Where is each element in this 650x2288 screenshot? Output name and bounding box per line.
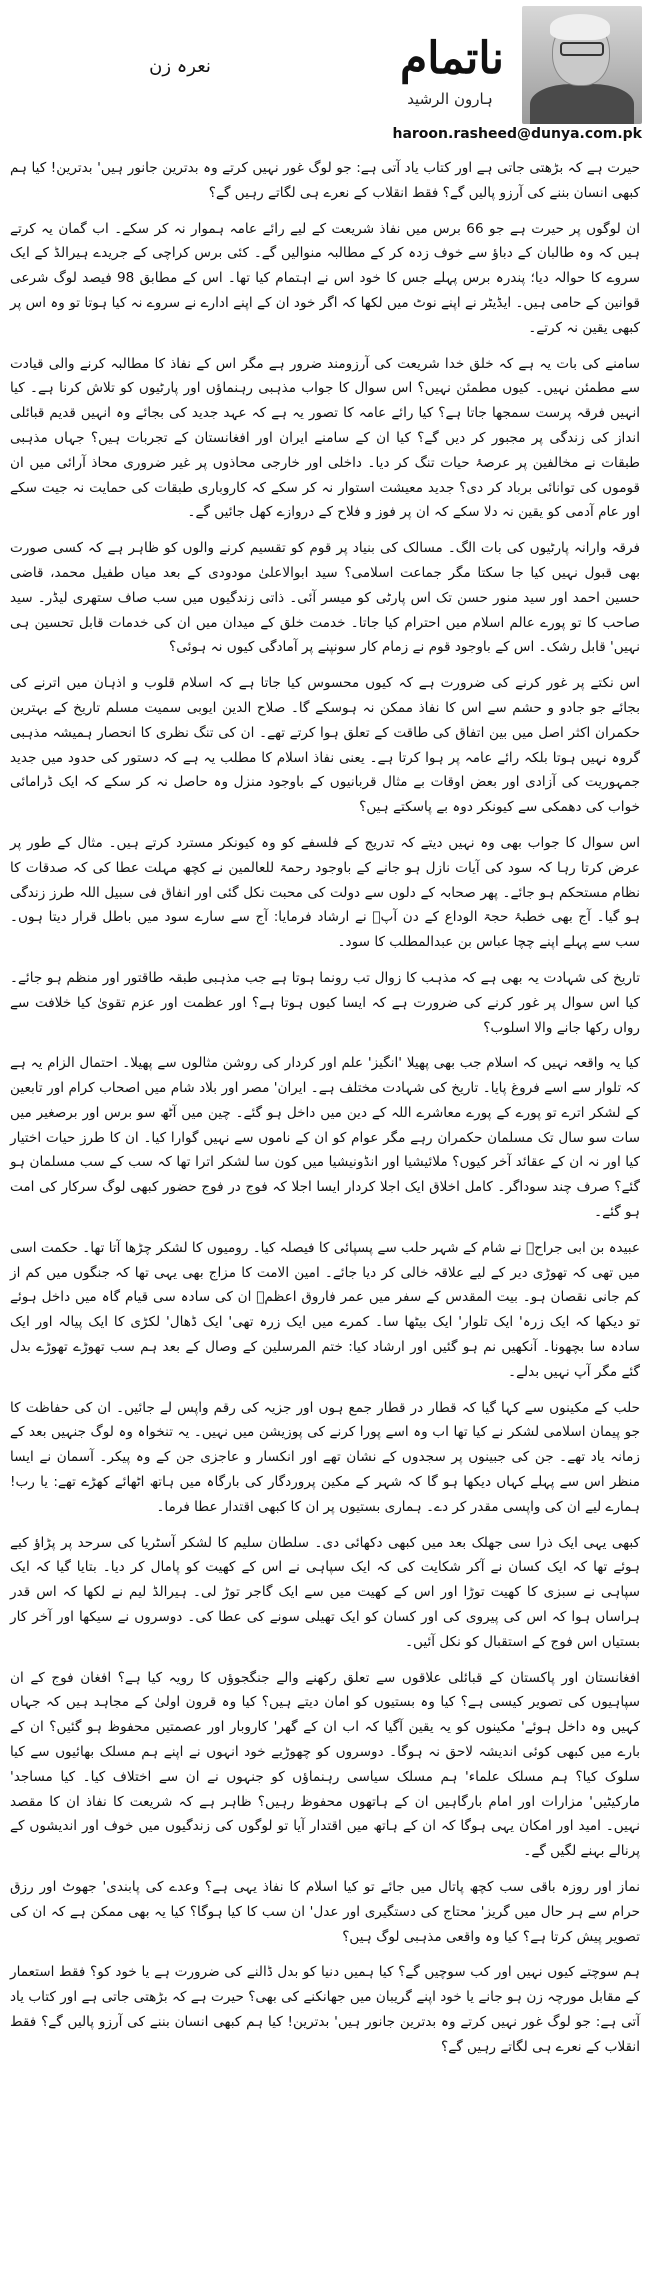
article-headline: نعرہ زن	[149, 56, 211, 77]
paragraph: سامنے کی بات یہ ہے کہ خلق خدا شریعت کی آرزومند ضرور ہے مگر اس کے نفاذ کا مطالبہ کرنے والی قیادت سے مطمئن نہیں۔ کیوں مطمئن نہیں؟ اس سوال کا جواب مذہبی رہنماؤں اور پارٹیوں کو تلاش کرنا ہے۔ کیا انہیں فرقہ پرست سمجھا جاتا ہے؟ کیا رائے عامہ کا تصور یہ ہے کہ عہد جدید کی بجائے وہ انہیں قدیم قبائلی انداز کی زندگی پر مجبور کر دیں گے؟ کیا ان کے سامنے ایران اور افغانستان کے تجربات ہیں؟ جہاں مذہبی طبقات نے مخالفین پر عرصۂ حیات تنگ کر دیا۔ داخلی اور خارجی محاذوں پر غیر ضروری محاذ آرائی میں ان قوموں کی توانائی برباد کر دی؟ جدید معیشت استوار نہ کر سکے کہ کاروباری طبقات کی حمایت نہ جیت سکے اور عام آدمی کو یقین نہ دلا سکے کہ ان پر فوز و فلاح کے دروازے کھل جائیں گے۔	[10, 355, 640, 521]
article-body	[10, 156, 640, 2071]
paragraph: ان لوگوں پر حیرت ہے جو 66 برس میں نفاذ شریعت کے لیے رائے عامہ ہموار نہ کر سکے۔ اب گمان یہ کرتے ہیں کہ وہ طالبان کے دباؤ سے خوف زدہ کر کے مطالبہ منوالیں گے۔ کئی برس کراچی کے جریدے ہیرالڈ کے ایک سروے کا حوالہ دیا؛ پندرہ برس پہلے جس کا خود اس نے اہتمام کیا تھا۔ اس کے مطابق 98 فیصد لوگ شرعی قوانین کے حامی ہیں۔ ایڈیٹر نے اپنے نوٹ میں لکھا کہ اگر خود ان کے اپنے ادارے نے سروے نہ کیا ہوتا تو وہ اس پر کبھی یقین نہ کرتے۔	[10, 220, 640, 336]
column-header	[0, 0, 650, 150]
paragraph: افغانستان اور پاکستان کے قبائلی علاقوں سے تعلق رکھنے والے جنگجوؤں کا رویہ کیا ہے؟ افغان فوج کے ان سپاہیوں کی تصویر کیسی ہے؟ کیا وہ بستیوں کو امان دیتے ہیں؟ کیا وہ قرون اولیٰ کے مجاہد ہیں کہ جہاں کہیں وہ داخل ہوئے' مکینوں کو یہ یقین آگیا کہ اب ان کے گھر' کاروبار اور عصمتیں محفوظ ہو گئیں؟ ان کے بارے میں کبھی کوئی اندیشہ لاحق نہ ہوگا۔ دوسروں کو چھوڑیے خود انہوں نے اپنے ہم مسلک بھائیوں سے کیا سلوک کیا؟ ہم مسلک علماء' ہم مسلک سیاسی رہنماؤں کو جنہوں نے ان سے اختلاف کیا۔ کیا مساجد' مارکیٹیں' مزارات اور امام بارگاہیں ان کے ہاتھوں محفوظ رہیں؟ ظاہر ہے کہ شریعت کا نفاذ ان کا مقصد نہیں۔ امید اور امکان یہی ہوگا کہ ان کے ہاتھ میں اقتدار آیا تو لوگوں کی زندگیوں میں خوف اور اندیشوں کے پرنالے بہنے لگیں گے۔	[10, 1669, 640, 1860]
paragraph: ہم سوچتے کیوں نہیں اور کب سوچیں گے؟ کیا ہمیں دنیا کو بدل ڈالنے کی ضرورت ہے یا خود کو؟ فقط استعمار کے مقابل مورچہ زن ہو جانے یا خود اپنے گریبان میں جھانکنے کی بھی؟ حیرت ہے کہ بڑھتی جاتی ہے اور کتاب یاد آتی ہے: جو لوگ غور نہیں کرتے وہ بدترین جانور ہیں' بدترین! کیا ہم کبھی انسان بننے کی آرزو پالیں گے؟ فقط انقلاب کے نعرے ہی لگاتے رہیں گے؟	[10, 1964, 640, 2055]
paragraph: عبیدہ بن ابی جراحؓ نے شام کے شہر حلب سے پسپائی کا فیصلہ کیا۔ رومیوں کا لشکر چڑھا آتا تھا۔ حکمت اسی میں تھی کہ تھوڑی دیر کے لیے علاقہ خالی کر دیا جائے۔ امین الامت کا مزاج بھی یہی تھا کہ جنگوں میں کم از کم جانی نقصان ہو۔ بیت المقدس کے سفر میں عمر فاروق اعظمؓ ان کی سادہ سی قیام گاہ میں داخل ہوئے تو دیکھا کہ ایک زرہ' ایک تلوار' ایک بیٹھا سا۔ کمرے میں ایک زرہ تھی' ایک ڈھال' لکڑی کا ایک پیالہ اور ایک سادہ سا بچھونا۔ آنکھیں نم ہو گئیں اور ارشاد کیا: ختم المرسلین کے وصال کے بعد ہم سب تھوڑے تھوڑے بدل گئے مگر آپ نہیں بدلے۔	[10, 1239, 640, 1380]
author-name: ہارون الرشید	[407, 90, 493, 108]
paragraph: اس سوال کا جواب بھی وہ نہیں دیتے کہ تدریج کے فلسفے کو وہ کیونکر مسترد کرتے ہیں۔ مثال کے طور پر عرض کرتا رہا کہ سود کی آیات نازل ہو جانے کے باوجود رحمۃ للعالمین نے کچھ مہلت عطا کی کہ صدقات کا نظام مستحکم ہو جائے۔ پھر صحابہ کے دلوں سے دولت کی محبت نکل گئی اور انفاق فی سبیل اللہ طرز زندگی ہو گیا۔ آج بھی خطبۂ حجۃ الوداع کے دن آپؐ نے ارشاد فرمایا: آج سے سارے سود میں باطل قرار دیتا ہوں۔ سب سے پہلے اپنے چچا عباس بن عبدالمطلب کا سود۔	[10, 834, 640, 951]
paragraph: حلب کے مکینوں سے کہا گیا کہ قطار در قطار جمع ہوں اور جزیہ کی رقم واپس لے جائیں۔ ان کی حفاظت کا جو پیمان اسلامی لشکر نے کیا تھا اب وہ اسے پورا کرنے کی پوزیشن میں نہیں۔ یہ تنخواہ وہ لوگ جنہیں بعد کے زمانہ یاد تھے۔ جن کی جبینوں پر سجدوں کے نشان تھے اور انکسار و عاجزی جن کے وہ پیکر۔ آسمان نے ایسا منظر اس سے پہلے کہاں دیکھا ہو گا کہ شہر کے مکین پروردگار کی بارگاہ میں ہاتھ اٹھائے کھڑے تھے: یا رب! ہمارے لیے ان کی واپسی مقدر کر دے۔ ہماری بستیوں پر ان کا کبھی اقتدار عطا فرما۔	[10, 1399, 640, 1515]
paragraph: نماز اور روزہ باقی سب کچھ پاتال میں جائے تو کیا اسلام کا نفاذ یہی ہے؟ وعدے کی پابندی' جھوٹ اور رزق حرام سے ہر حال میں گریز' محتاج کی دستگیری اور عدل' ان سب کا کیا ہوگا؟ کیا یہ بھی ممکن ہے کہ ان کی تصویر پیش کرتا ہے؟ کیا وہ واقعی مذہبی لوگ ہیں؟	[10, 1879, 640, 1945]
author-photo-hair	[550, 14, 610, 40]
paragraph: اس نکتے پر غور کرنے کی ضرورت ہے کہ کیوں محسوس کیا جاتا ہے کہ اسلام قلوب و اذہان میں اترنے کی بجائے جو جادو و حشم سے اس کا نفاذ ممکن نہ ہوسکے گا۔ صلاح الدین ایوبی سمیت مسلم تاریخ کے بہترین حکمران اکثر اصل میں بین اتفاق کی طاقت کے تعلق ہوا کرتے تھے۔ ان کی تنگ نظری کا انحصار ہمیشہ مذہبی گروہ نہیں ہوتا بلکہ رائے عامہ پر ہوا کرتا ہے۔ یعنی نفاذ اسلام کا مطلب یہ ہے کہ دستور کی حدود میں جدید جمہوریت کی آزادی اور بعض اوقات بے مثال قربانیوں کے باوجود منزل وہ حاصل نہ کر سکے کہ ایک ڈرامائی خواب کی دھمکی سے کیونکر دوہ بے پاسکتے ہیں؟	[10, 675, 640, 816]
paragraph: فرقہ وارانہ پارٹیوں کی بات الگ۔ مسالک کی بنیاد پر قوم کو تقسیم کرنے والوں کو ظاہر ہے کہ کسی صورت بھی قبول نہیں کیا جا سکتا مگر جماعت اسلامی؟ سید ابوالاعلیٰ مودودی کے بعد میاں طفیل محمد، قاضی حسین احمد اور سید منور حسن تک اس پارٹی کو میسر آئی۔ ذاتی زندگیوں میں سب صاف ستھری لیڈر۔ سید صاحب کا تو پورے عالم اسلام میں احترام کیا جاتا۔ خدمت خلق کے میدان میں ان کی خدمات قابل تحسین ہی نہیں' قابل رشک۔ اس کے باوجود قوم نے زمام کار سونپنے پر آمادگی کیوں نہ ہوئی؟	[10, 540, 640, 656]
paragraph: تاریخ کی شہادت یہ بھی ہے کہ مذہب کا زوال تب رونما ہوتا ہے جب مذہبی طبقہ طاقتور اور منظم ہو جائے۔ کیا اس سوال پر غور کرنے کی ضرورت ہے کہ ایسا کیوں ہوتا ہے؟ اور عظمت اور عزم تقویٰ کیا خلافت سے رواں رکھا جانے والا اسلوب؟	[10, 969, 640, 1036]
paragraph: کبھی یہی ایک ذرا سی جھلک بعد میں کبھی دکھائی دی۔ سلطان سلیم کا لشکر آسٹریا کی سرحد پر پڑاؤ کیے ہوئے تھا کہ ایک کسان نے آکر شکایت کی کہ ایک سپاہی نے اس کے کھیت کو پامال کر دیا۔ بتایا گیا کہ ایک سپاہی نے سبزی کا کھیت توڑا اور اس کے کھیت میں سے ایک گاجر توڑ لی۔ ہیرالڈ لیم نے لکھا کہ اس قدر ہراساں ہوا کہ اس کی پیروی کی اور کسان کو ایک تھیلی سونے کی عطا کی۔ دوسروں نے سیکھا اور آخر کار بستیاں اس فوج کے استقبال کو نکل آئیں۔	[10, 1534, 640, 1650]
author-photo	[522, 6, 642, 124]
column-title: ناتمام	[400, 33, 504, 84]
paragraph: کیا یہ واقعہ نہیں کہ اسلام جب بھی پھیلا 'انگیز' علم اور کردار کی روشن مثالوں سے پھیلا۔ احتمال الزام یہ ہے کہ تلوار سے اسے فروغ پایا۔ تاریخ کی شہادت مختلف ہے۔ ایران' مصر اور بلاد شام میں اصحاب کرام اور تابعین کے لشکر اترے تو پورے کے پورے معاشرے اللہ کے دین میں داخل ہو گئے۔ چین میں آٹھ سو برس اور برصغیر میں سات سو سال تک مسلمان حکمران رہے مگر عوام کو ان کے ناموں سے نہیں گوارا کیا۔ ان کا طرز حیات اختیار کیا اور نہ ان کے عقائد آخر کیوں؟ ملائیشیا اور انڈونیشیا میں کون سا لشکر اترا تھا کہ سب کے سب مسلمان ہو گئے؟ صرف چند سوداگر۔ کامل اخلاق ایک اجلا کردار ایسا اجلا کہ فوج در فوج حضور کبھی لوگ سرکار کی امت ہو گئے۔	[10, 1055, 640, 1221]
author-photo-glasses	[560, 42, 604, 56]
author-email[interactable]: haroon.rasheed@dunya.com.pk	[392, 126, 642, 142]
paragraph: حیرت ہے کہ بڑھتی جاتی ہے اور کتاب یاد آتی ہے: جو لوگ غور نہیں کرتے وہ بدترین جانور ہیں' بدترین! کیا ہم کبھی انسان بننے کی آرزو پالیں گے؟ فقط انقلاب کے نعرے ہی لگاتے رہیں گے؟	[10, 160, 640, 201]
author-photo-body	[530, 84, 634, 124]
